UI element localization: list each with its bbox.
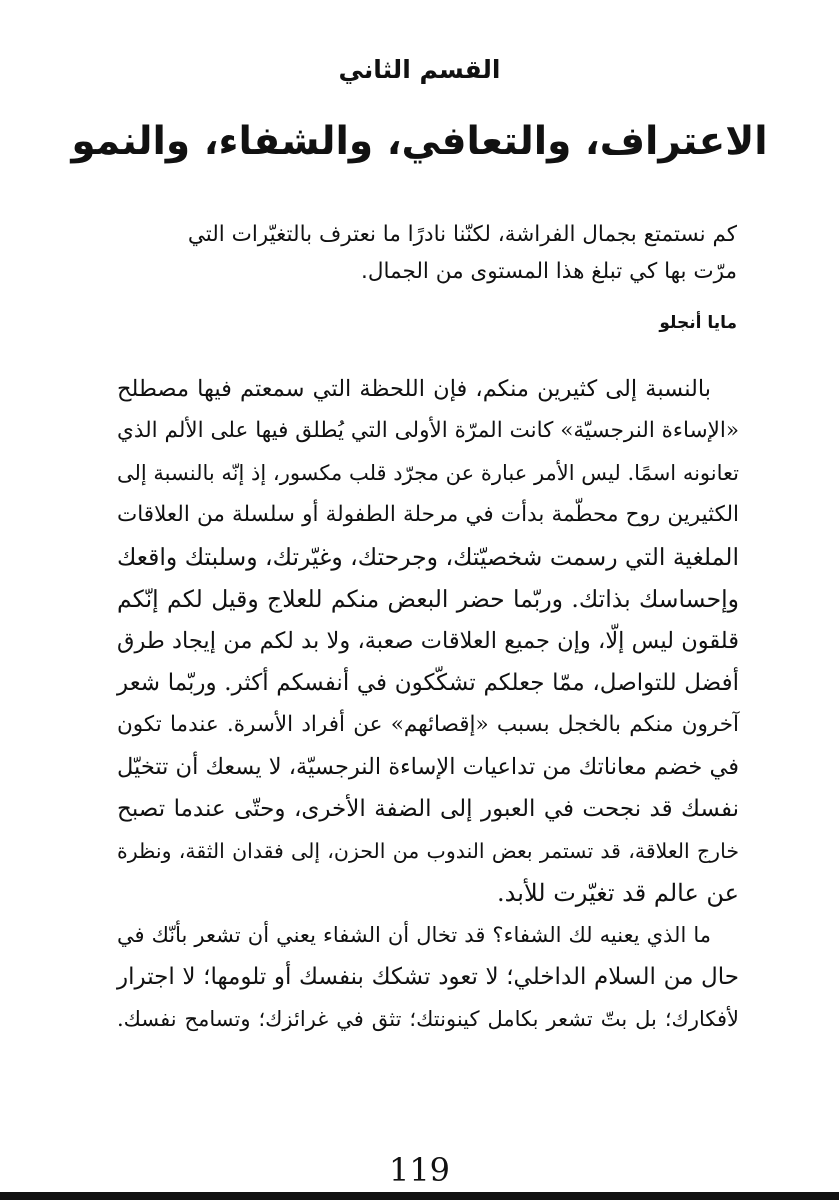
epigraph-author: مايا أنجلو bbox=[659, 313, 737, 333]
page-number: 119 bbox=[388, 1151, 451, 1189]
epigraph-quote bbox=[117, 216, 737, 290]
body-line: نفسك قد نجحت في العبور إلى الضفة الأخرى، وحتّى عندما تصبح bbox=[117, 796, 739, 822]
body-line: في خضم معاناتك من تداعيات الإساءة النرجسيّة، لا يسعك أن تتخيّل bbox=[116, 754, 739, 780]
chapter-title: الاعتراف، والتعافي، والشفاء، والنمو bbox=[71, 119, 768, 164]
body-line: أفضل للتواصل، ممّا جعلكم تشكّكون في أنفسكم أكثر. وربّما شعر bbox=[117, 670, 739, 696]
body-line: آخرون منكم بالخجل بسبب «إقصائهم» عن أفراد الأسرة. عندما تكون bbox=[117, 712, 739, 737]
body-line: لأفكارك؛ بل بتّ تشعر بكامل كينونتك؛ تثق في غرائزك؛ وتسامح نفسك. bbox=[117, 1007, 739, 1031]
epigraph-line: كم نستمتع بجمال الفراشة، لكنّنا نادرًا ما نعترف بالتغيّرات التي bbox=[187, 222, 737, 247]
epigraph-line: مرّت بها كي تبلغ هذا المستوى من الجمال. bbox=[361, 259, 737, 284]
body-line: بالنسبة إلى كثيرين منكم، فإن اللحظة التي سمعتم فيها مصطلح bbox=[117, 376, 711, 402]
body-line: قلقون ليس إلّا، وإن جميع العلاقات صعبة، ولا بد لكم من إيجاد طرق bbox=[117, 628, 739, 654]
body-line: خارج العلاقة، قد تستمر بعض الندوب من الحزن، إلى فقدان الثقة، ونظرة bbox=[117, 839, 739, 863]
body-line: ما الذي يعنيه لك الشفاء؟ قد تخال أن الشفاء يعني أن تشعر بأنّك في bbox=[117, 923, 711, 947]
body-line: حال من السلام الداخلي؛ لا تعود تشكك بنفسك أو تلومها؛ لا اجترار bbox=[117, 964, 739, 990]
body-line: وإحساسك بذاتك. وربّما حضر البعض منكم للعلاج وقيل لكم إنّكم bbox=[117, 585, 739, 613]
body-text bbox=[117, 368, 739, 1040]
bottom-edge-rule bbox=[0, 1192, 839, 1200]
body-line: تعانونه اسمًا. ليس الأمر عبارة عن مجرّد قلب مكسور، إذ إنّه بالنسبة إلى bbox=[117, 461, 739, 485]
body-line: الكثيرين روح محطّمة بدأت في مرحلة الطفولة أو سلسلة من العلاقات bbox=[117, 502, 739, 527]
body-line: «الإساءة النرجسيّة» كانت المرّة الأولى التي يُطلق فيها على الألم الذي bbox=[117, 418, 739, 443]
body-line: الملغية التي رسمت شخصيّتك، وجرحتك، وغيّرتك، وسلبتك واقعك bbox=[117, 543, 739, 571]
body-line: عن عالم قد تغيّرت للأبد. bbox=[497, 879, 739, 907]
section-label: القسم الثاني bbox=[338, 55, 501, 84]
